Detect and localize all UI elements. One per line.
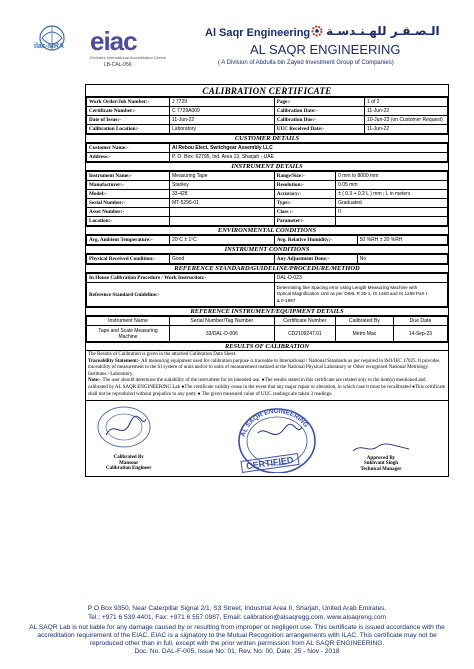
section-reference-standard: REFERENCE STANDARD/GUIDELINE/PROCEDURE/METHOD	[86, 264, 448, 273]
column-header: Instrument Name	[87, 317, 170, 326]
guideline-line: & II-1997	[276, 297, 296, 303]
footer-address: P O Box 9350, Near Caterpillar Signal 2/1, S3 Street, Industrial Area II, Sharjah, United Arab Emirates.	[87, 605, 387, 612]
instrument-conditions-table	[86, 254, 448, 264]
signature-scribble	[351, 443, 411, 453]
cell-value: 33-428	[170, 190, 275, 199]
cell-label: Class :-	[274, 208, 335, 217]
signature-role: Calibrated By	[113, 455, 144, 461]
traceability-label: Traceability Statement:-	[88, 358, 140, 364]
cell-label: Work Order/Job Number:-	[87, 98, 170, 107]
equipment-table	[86, 316, 448, 342]
footer-disclaimer: AL SAQR Lab is not liable for any damage caused by or resulting from improper or negligent use. This certificate is issued accordance with the	[29, 624, 445, 631]
cell-label: Customer Name:-	[87, 144, 170, 153]
note-label: Note:-	[88, 378, 102, 384]
customer-name: Al Rebou Elect. Switchgear Assembly LLC	[170, 144, 448, 153]
column-header: Due Date	[393, 317, 447, 326]
section-results: RESULTS OF CALIBRATION	[86, 342, 448, 351]
approved-by-block	[341, 443, 421, 472]
cell-label: Range/Size:-	[274, 172, 335, 181]
svg-text:AL SAQR ENGINEERING	[240, 408, 310, 438]
gear-icon	[310, 24, 324, 38]
signature-title: Calibration Engineer	[106, 466, 152, 472]
cell-value	[170, 208, 275, 217]
guideline-line: Determining line Spacing error using Length Measuring Machine with	[276, 284, 418, 290]
table-row	[87, 125, 448, 134]
reference-table	[86, 273, 448, 307]
footer-contact: Tel.: +971 6 539 4401, Fax: +971 6 557 0987, Email: calibration@alsaqregg.com, www.alsaqreng.com	[87, 614, 387, 621]
cell-value: 0 mm to 8000 mm	[336, 172, 448, 181]
table-row	[87, 326, 448, 342]
section-instrument-conditions: INSTRUMENT CONDITIONS	[86, 245, 448, 254]
section-customer-details: CUSTOMER DETAILS	[86, 134, 448, 143]
table-row	[87, 98, 448, 107]
cell-label: Certificate Number:-	[87, 107, 170, 116]
table-row	[87, 190, 448, 199]
cell-label: Physical Received Condition:-	[87, 255, 170, 264]
cell-value: ± ( 0.3 + 0.2 L ) mm ; L in meters	[336, 190, 448, 199]
column-header: Serial Number/Tag Number	[170, 317, 275, 326]
cell-value: II	[336, 208, 448, 217]
cell-label: Calibration Location:-	[87, 125, 170, 134]
cell-label: Location:-	[87, 217, 170, 226]
note-statement	[88, 378, 446, 398]
table-row	[87, 116, 448, 125]
cell-value: 10-Jun-23 (on Customer Request)	[364, 116, 447, 125]
eiac-lab-code: LB-CAL-056	[104, 62, 132, 68]
equipment-certificate: CD2109247.01	[274, 326, 335, 342]
cell-label: Reference Standard Guideline:-	[87, 283, 275, 307]
table-row	[87, 217, 448, 226]
ilac-logo	[32, 24, 72, 60]
cell-label: Resolution:-	[274, 181, 335, 190]
stamp-top-text: AL SAQR ENGINEERING	[239, 408, 310, 438]
section-environmental-conditions: ENVIRONMENTAL CONDITIONS	[86, 226, 448, 235]
section-instrument-details: INSTRUMENT DETAILS	[86, 162, 448, 171]
procedure-value: DAL-D-023	[274, 274, 447, 283]
cell-label: Calibration Date:-	[274, 107, 364, 116]
signature-name: Sukhvant Singh	[363, 461, 399, 467]
column-header: Calibrated By	[336, 317, 394, 326]
cell-value: 11-Jun-22	[364, 125, 447, 134]
results-text	[86, 351, 448, 400]
cell-value: 20ºC ± 1ºC	[170, 236, 275, 245]
certificate-form	[85, 84, 449, 477]
column-header: Certificate Number	[274, 317, 335, 326]
ilac-text: ilac-MRA	[34, 43, 64, 50]
results-line: The Results of Calibration is given in the attached Calibration Data Sheet.	[88, 352, 237, 357]
footer-disclaimer: reproduced other than in full, except with the prior written permission from AL SAQR ENGINEERING.	[89, 640, 385, 647]
equipment-name-line: Machine	[118, 333, 138, 340]
footer-doc-number: Doc. No. DAL-F-005, Issue No: 01, Rev. No: 00, Date: 25 - Nov - 2018	[134, 648, 340, 655]
cell-value: MT-5296-01	[170, 199, 275, 208]
certificate-info-table	[86, 97, 448, 134]
equipment-name-line: Tape and Scale Measuring	[98, 327, 158, 334]
table-row	[87, 283, 448, 307]
signature-name: Mansoor	[119, 460, 139, 466]
signature-stamp-left	[96, 405, 152, 449]
environment-table	[86, 235, 448, 245]
cell-value: 50 %RH ± 20 %RH	[357, 236, 447, 245]
company-name-en: Al Saqr Engineering	[205, 27, 311, 39]
table-row	[87, 255, 448, 264]
cell-label: Parameter:-	[274, 217, 335, 226]
cell-label: Avg. Ambient Temperature:-	[87, 236, 170, 245]
cell-value: 1 of 2	[364, 98, 447, 107]
traceability-statement	[88, 359, 446, 379]
footer-disclaimer: accreditation requirement of the EIAC. EIAC is a signatory to the Mutual Recognition arrangements with ILAC. This certificate may not be	[37, 632, 437, 639]
cell-label: Type:-	[274, 199, 335, 208]
cell-value: 11-Jun-22	[364, 107, 447, 116]
cell-label: Date of Issue:-	[87, 116, 170, 125]
cell-label: Any Adjustment Done:-	[274, 255, 357, 264]
cell-label: Accuracy:-	[274, 190, 335, 199]
cell-value: 0.05 mm	[336, 181, 448, 190]
cell-value: C 7729A009	[170, 107, 275, 116]
traceability-text: All measuring equipment used for calibration purpose is traceable to International / National Standards as per required in ISO/IEC 17025. It provides traceability of measurement to the SI system of units and/or to units of measurement realized at the National Physical Laboratory or Other recognised National Metrology Institutes / Laboratory.	[88, 358, 440, 377]
cell-label: Serial Number:-	[87, 199, 170, 208]
signature-area	[86, 400, 448, 476]
cell-label: Address:-	[87, 153, 170, 162]
company-name-big: AL SAQR ENGINEERING	[250, 42, 401, 57]
equipment-serial: 33/DAL-D-006	[170, 326, 275, 342]
table-row	[87, 181, 448, 190]
equipment-name	[87, 326, 170, 342]
signature-title: Technical Manager	[360, 466, 402, 472]
table-row	[87, 199, 448, 208]
cell-label: Instrument Name:-	[87, 172, 170, 181]
guideline-value	[274, 283, 447, 307]
guideline-line: Optical Magnification Unit as per OIML R 35-1, IS 1480 and IS 1269 Part I	[276, 291, 427, 297]
calibrated-by-block	[106, 455, 151, 472]
table-row	[87, 107, 448, 116]
cell-value: Stanley	[170, 181, 275, 190]
cell-value: Laboratory	[170, 125, 275, 134]
cell-label: Model:-	[87, 190, 170, 199]
customer-address: P. O. Box: 62795, Ind. Area 13, Sharjah - UAE	[170, 153, 448, 162]
cell-value: No	[357, 255, 447, 264]
table-header-row	[87, 317, 448, 326]
instrument-table	[86, 171, 448, 226]
certificate-title: CALIBRATION CERTIFICATE	[86, 85, 448, 97]
cell-label: In House Calibration Procedure / Work Instruction:-	[87, 274, 275, 283]
cell-label: Asset Number:-	[87, 208, 170, 217]
cell-value: 11-Jun-22	[170, 116, 275, 125]
eiac-subtitle: Emirates International Accreditation Centre	[89, 55, 167, 60]
table-row	[87, 144, 448, 153]
table-row	[87, 208, 448, 217]
eiac-logo: eiac	[90, 26, 137, 56]
cell-value	[170, 217, 275, 226]
cell-value: J 7729	[170, 98, 275, 107]
signature-role: Approved By	[366, 455, 396, 461]
cell-label: UUC Received Date:-	[274, 125, 364, 134]
table-row	[87, 172, 448, 181]
cell-value: Graduated	[336, 199, 448, 208]
table-row	[87, 153, 448, 162]
customer-table	[86, 143, 448, 162]
cell-value: Good	[170, 255, 275, 264]
table-row	[87, 274, 448, 283]
section-reference-equipment: REFERENCE INSTRUMENT/EQUIPMENT DETAILS	[86, 307, 448, 316]
certified-label: CERTIFIED	[240, 453, 299, 473]
table-row	[87, 236, 448, 245]
note-text: The user should determine the suitability of the instrument for its intended use. ●The results stated in this certificate are related only to the item(s) mentioned and calibrated by AL SAQR ENGINEERING Lab ●The certificate validity cease in the event that any major repair or alteration, in which case it must be recalibrated ●This certificate shall not be reproduced without prejudice to any party ● The given measured value of UUC readings are taken 3 readings.	[88, 378, 446, 397]
cell-label: Calibration Due:-	[274, 116, 364, 125]
cell-value: Measuring Tape	[170, 172, 275, 181]
cell-label: Avg. Relative Humidity:-	[274, 236, 357, 245]
company-division: ( A Division of Abdulla bin Zayed Investment Group of Companies)	[218, 60, 394, 66]
company-name-ar: الـصـقـر للهـنـدسـة	[326, 24, 440, 38]
cell-label: Manufacturer:-	[87, 181, 170, 190]
cell-label: Page:-	[274, 98, 364, 107]
equipment-calibrated-by: Metro Mac	[336, 326, 394, 342]
equipment-due-date: 14-Sep-23	[393, 326, 447, 342]
cell-value	[336, 217, 448, 226]
